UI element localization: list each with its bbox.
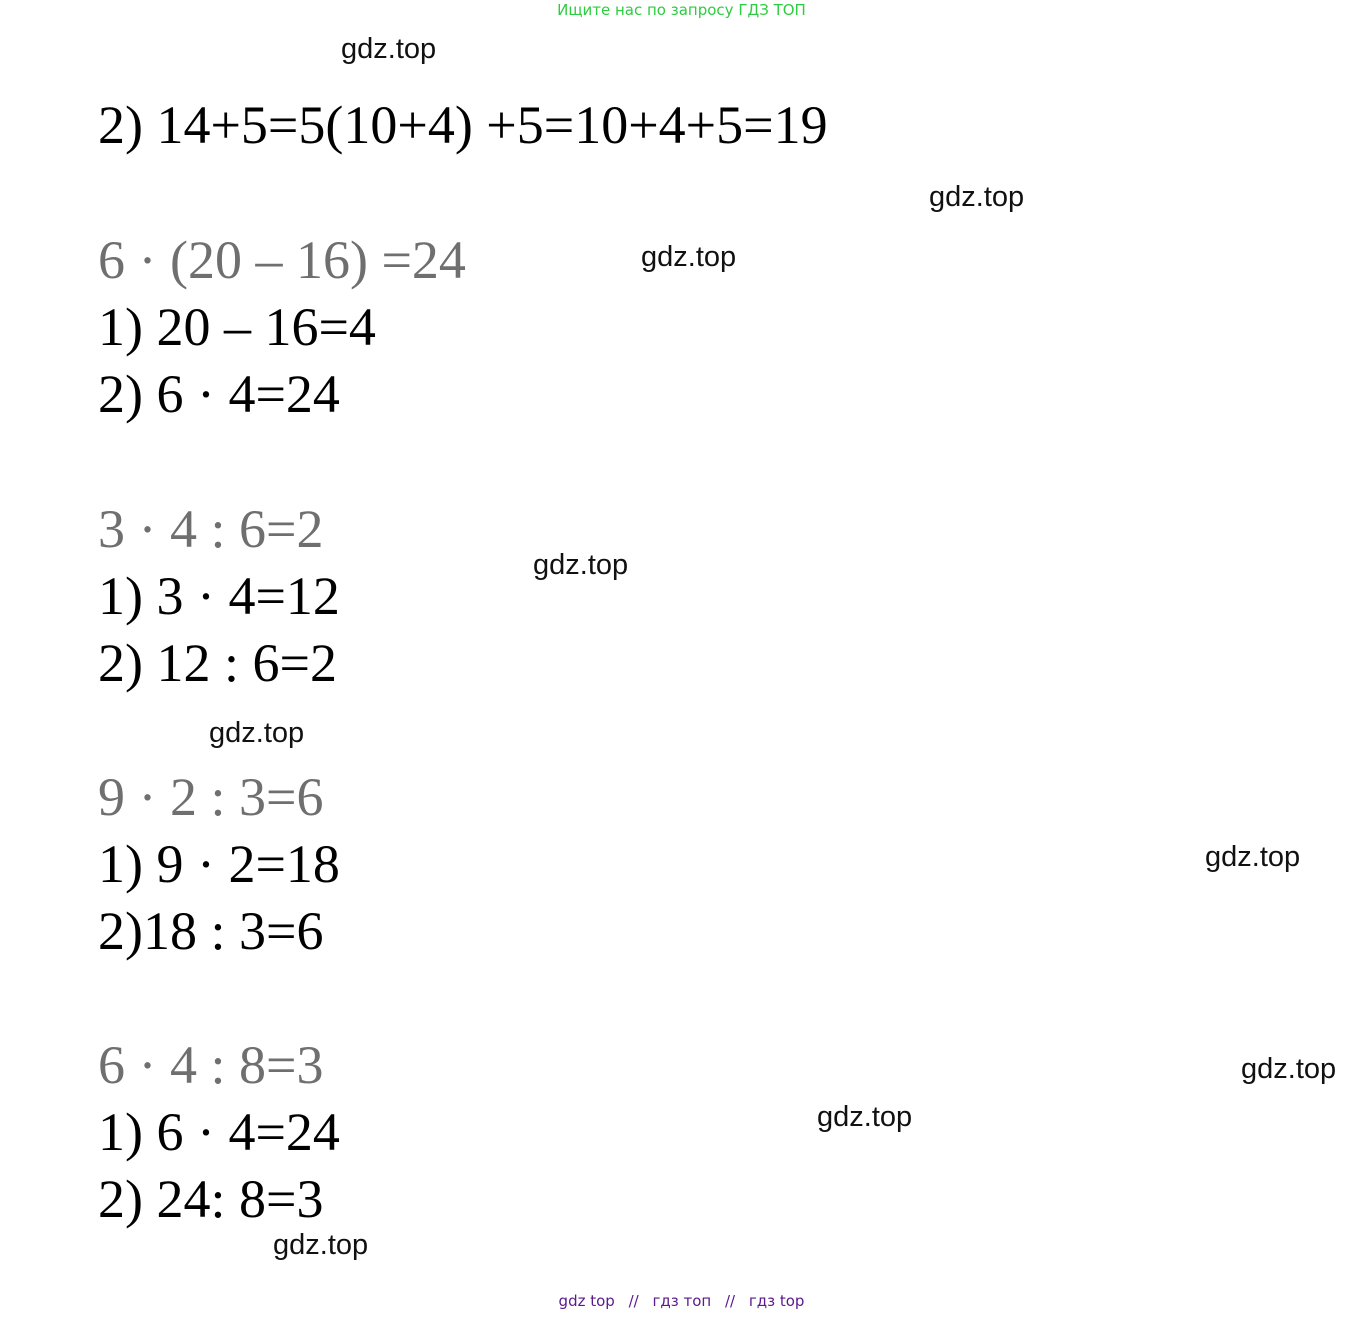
expression: 6 · 4 : 8=3 bbox=[98, 1035, 324, 1095]
expression: 9 · 2 : 3=6 bbox=[98, 767, 324, 827]
solution-step: 2) 24: 8=3 bbox=[98, 1169, 324, 1229]
watermark: gdz.top bbox=[273, 1229, 369, 1261]
footer-links bbox=[0, 1292, 1363, 1310]
footer-separator: // bbox=[724, 1292, 736, 1310]
expression: 3 · 4 : 6=2 bbox=[98, 499, 324, 559]
solution-step: 1) 9 · 2=18 bbox=[98, 834, 340, 894]
solution-step: 2) 12 : 6=2 bbox=[98, 633, 337, 693]
watermark: gdz.top bbox=[341, 33, 437, 65]
solution-step: 1) 20 – 16=4 bbox=[98, 297, 376, 357]
footer-item[interactable]: гдз top bbox=[748, 1292, 805, 1310]
watermark: gdz.top bbox=[641, 241, 737, 273]
solution-step: 1) 6 · 4=24 bbox=[98, 1102, 340, 1162]
search-banner: Ищите нас по запросу ГДЗ ТОП bbox=[557, 1, 806, 19]
solution-step: 2)18 : 3=6 bbox=[98, 901, 324, 961]
solution-step: 1) 3 · 4=12 bbox=[98, 566, 340, 626]
expression: 6 · (20 – 16) =24 bbox=[98, 230, 466, 290]
footer-item[interactable]: gdz top bbox=[558, 1292, 615, 1310]
watermark: gdz.top bbox=[209, 717, 305, 749]
watermark: gdz.top bbox=[817, 1101, 913, 1133]
watermark: gdz.top bbox=[1241, 1053, 1337, 1085]
footer-item[interactable]: гдз топ bbox=[652, 1292, 712, 1310]
watermark: gdz.top bbox=[929, 181, 1025, 213]
solution-step: 2) 14+5=5(10+4) +5=10+4+5=19 bbox=[98, 95, 828, 155]
solution-step: 2) 6 · 4=24 bbox=[98, 364, 340, 424]
footer-separator: // bbox=[628, 1292, 639, 1310]
watermark: gdz.top bbox=[533, 549, 629, 581]
watermark: gdz.top bbox=[1205, 841, 1301, 873]
